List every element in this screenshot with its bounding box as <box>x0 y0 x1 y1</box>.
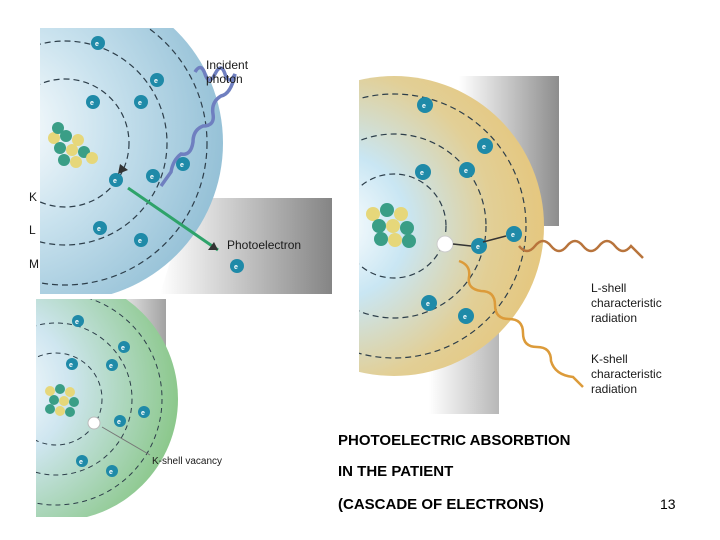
m-shell-label: M <box>29 257 39 271</box>
svg-text:e: e <box>464 168 468 175</box>
page-number: 13 <box>660 496 676 512</box>
svg-text:e: e <box>69 362 73 369</box>
electron <box>134 233 148 247</box>
shell-labels <box>28 187 42 273</box>
k-shell-radiation-label: characteristic <box>591 367 662 381</box>
electron <box>109 173 123 187</box>
caption-line: (CASCADE OF ELECTRONS) <box>338 496 544 513</box>
atom-diagram-incident <box>40 28 332 294</box>
svg-text:e: e <box>79 459 83 466</box>
vacancy-diagram <box>36 299 276 517</box>
l-shell-radiation-label: characteristic <box>591 296 662 310</box>
svg-text:e: e <box>109 469 113 476</box>
l-shell-radiation-label: radiation <box>591 311 638 325</box>
incident-photon-label: Incident <box>206 58 249 72</box>
svg-text:e: e <box>420 170 424 177</box>
incident-photon-label: photon <box>206 72 243 86</box>
caption-line: PHOTOELECTRIC ABSORBTION <box>338 432 571 449</box>
svg-text:e: e <box>90 100 94 107</box>
svg-text:e: e <box>97 226 101 233</box>
svg-text:e: e <box>422 103 426 110</box>
svg-text:e: e <box>154 78 158 85</box>
electron <box>118 341 130 353</box>
electron <box>66 358 78 370</box>
svg-text:e: e <box>180 162 184 169</box>
nucleus <box>45 384 79 417</box>
electron <box>106 359 118 371</box>
atom-diagram-vacancy <box>36 299 276 517</box>
svg-text:e: e <box>121 345 125 352</box>
electron <box>114 415 126 427</box>
electron <box>459 162 475 178</box>
electron <box>150 73 164 87</box>
photon-incident-diagram <box>40 28 332 294</box>
atom-diagram-cascade <box>359 76 701 414</box>
electron <box>415 164 431 180</box>
caption-line: IN THE PATIENT <box>338 463 454 480</box>
svg-text:e: e <box>109 363 113 370</box>
svg-text:e: e <box>426 301 430 308</box>
svg-text:e: e <box>463 314 467 321</box>
l-shell-radiation-label: L-shell <box>591 281 627 295</box>
svg-text:e: e <box>138 238 142 245</box>
l-shell-label: L <box>29 223 36 237</box>
k-shell-radiation-label: K-shell <box>591 352 628 366</box>
electron <box>106 465 118 477</box>
svg-text:e: e <box>511 232 515 239</box>
svg-text:e: e <box>150 174 154 181</box>
electron <box>146 169 160 183</box>
k-shell-radiation-label: radiation <box>591 382 638 396</box>
svg-text:e: e <box>75 319 79 326</box>
electron <box>76 455 88 467</box>
svg-text:e: e <box>482 144 486 151</box>
svg-text:e: e <box>234 264 238 271</box>
electron <box>86 95 100 109</box>
svg-text:e: e <box>113 178 117 185</box>
k-shell-vacancy <box>437 236 453 252</box>
electron <box>230 259 244 273</box>
svg-text:e: e <box>141 410 145 417</box>
electron <box>417 97 433 113</box>
electron <box>138 406 150 418</box>
k-shell-label: K <box>29 190 38 204</box>
electron <box>477 138 493 154</box>
cascade-diagram <box>359 76 701 414</box>
k-shell-vacancy <box>88 417 100 429</box>
svg-text:e: e <box>138 100 142 107</box>
svg-text:e: e <box>476 244 480 251</box>
electron <box>471 238 487 254</box>
electron <box>93 221 107 235</box>
electron <box>91 36 105 50</box>
electron <box>421 295 437 311</box>
photoelectron-label: Photoelectron <box>227 238 302 252</box>
vacancy-label: K-shell vacancy <box>152 456 223 467</box>
svg-text:e: e <box>95 41 99 48</box>
svg-text:e: e <box>117 419 121 426</box>
electron <box>458 308 474 324</box>
electron <box>72 315 84 327</box>
electron <box>506 226 522 242</box>
electron <box>134 95 148 109</box>
